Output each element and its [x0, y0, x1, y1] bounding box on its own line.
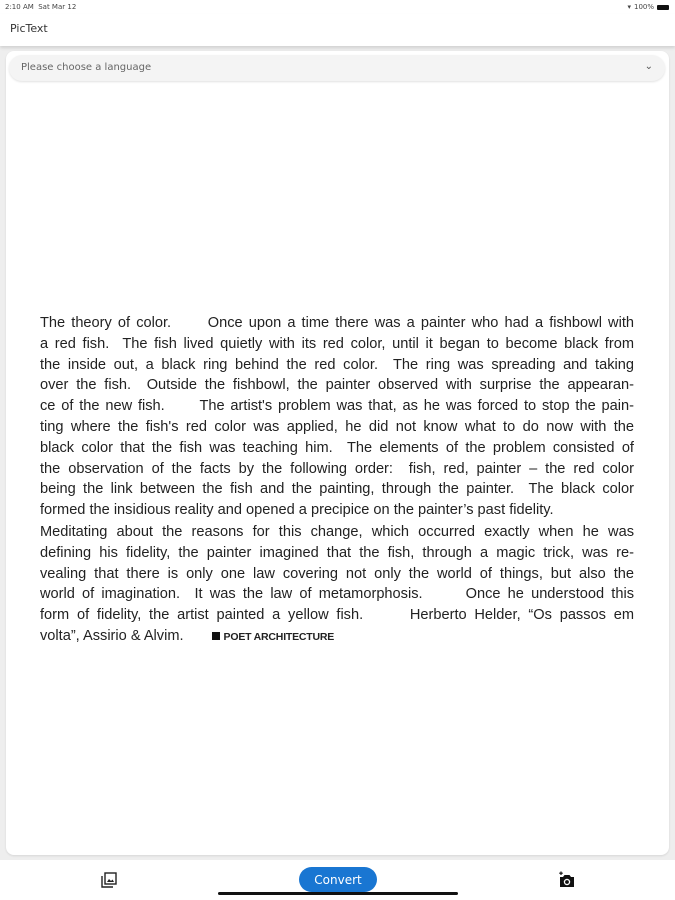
text-line: over the fish. Outside the fishbowl, the painter observed with surprise the appearan- [40, 377, 634, 394]
text-line: The theory of color. Once upon a time there was a painter who had a fishbowl with [40, 315, 634, 331]
add-camera-icon[interactable] [558, 871, 576, 889]
wifi-icon: ▾ [627, 3, 631, 11]
status-right [627, 3, 669, 11]
text-line: the inside out, a black ring behind the red color. The ring was spreading and taking [40, 356, 634, 373]
text-line: the observation of the facts by the following order: fish, red, painter – the red color [40, 460, 634, 477]
text-line: world of imagination. It was the law of metamorphosis. Once he understood this [40, 586, 634, 603]
citation-end: volta”, Assirio & Alvim. [40, 627, 184, 644]
status-time: 2:10 AM [5, 3, 34, 11]
status-bar [0, 0, 675, 14]
document-image-text [40, 313, 634, 647]
app-title: PicText [10, 22, 48, 35]
app-bar [0, 14, 675, 46]
language-select-placeholder: Please choose a language [21, 62, 152, 73]
language-select[interactable] [9, 55, 665, 81]
text-line: a red fish. The fish lived quietly with its red color, until it began to become black from [40, 335, 634, 352]
text-line: ting where the fish's red color was applied, he did not know what to do now with the [40, 418, 634, 435]
battery-percent: 100% [633, 3, 654, 11]
chevron-down-icon: ⌄ [644, 61, 653, 72]
status-time-date [5, 3, 76, 11]
text-line: defining his fidelity, the painter imagined that the fish, through a magic trick, was re- [40, 544, 634, 561]
bottom-bar [0, 860, 675, 900]
photo-library-icon[interactable] [101, 872, 117, 888]
battery-icon [657, 5, 669, 10]
text-line: ce of the new fish. The artist's problem was that, as he was forced to stop the pain- [40, 398, 634, 415]
text-line: vealing that there is only one law covering not only the world of things, but also the [40, 565, 634, 582]
home-indicator [218, 892, 458, 895]
brand-label: POET ARCHITECTURE [223, 630, 335, 643]
text-line: form of fidelity, the artist painted a yellow fish. Herberto Helder, “Os passos em [40, 607, 634, 624]
text-line-final [40, 626, 634, 647]
logo-square-icon [212, 632, 220, 640]
convert-button[interactable]: Convert [299, 867, 377, 892]
text-line: being the link between the fish and the painting, through the painter. The black color [40, 481, 634, 498]
text-line: Meditating about the reasons for this change, which occurred exactly when he was [40, 523, 634, 540]
status-date: Sat Mar 12 [38, 3, 77, 11]
text-line: formed the insidious reality and opened a precipice on the painter’s past fidelity. [40, 502, 554, 519]
text-line: black color that the fish was teaching him. The elements of the problem consisted of [40, 439, 634, 456]
